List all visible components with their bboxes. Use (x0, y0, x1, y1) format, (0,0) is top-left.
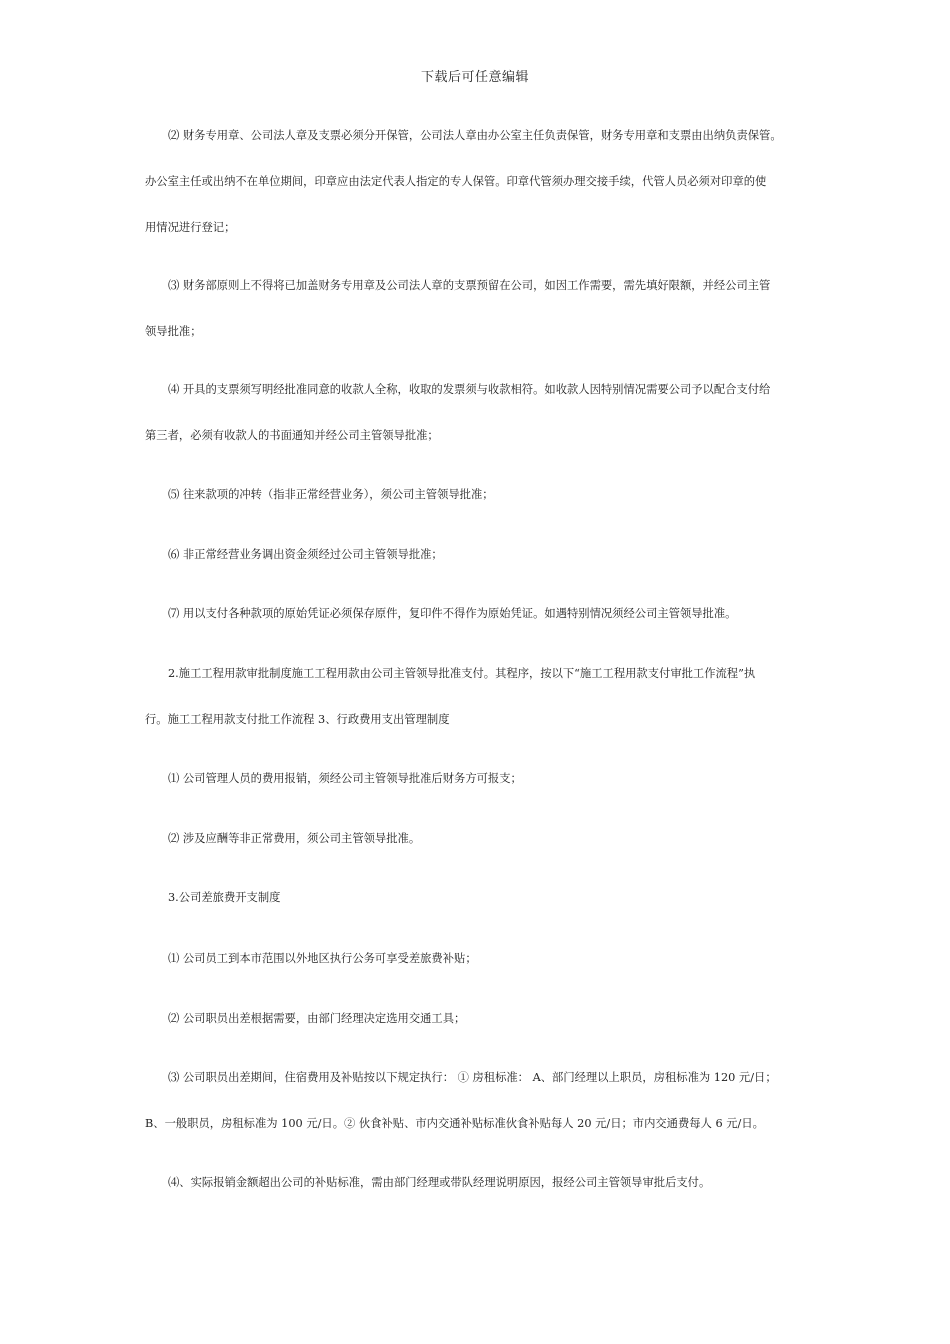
paragraph-line: 领导批准； (145, 325, 202, 338)
paragraph-line: 2.施工工程用款审批制度施工工程用款由公司主管领导批准支付。其程序，按以下“施工工程用款支付审批工作流程”执 (168, 667, 756, 680)
paragraph-line: 办公室主任或出纳不在单位期间，印章应由法定代表人指定的专人保管。印章代管须办理交接手续，代管人员必须对印章的使 (145, 175, 767, 188)
paragraph-line: ⑷、实际报销金额超出公司的补贴标准，需由部门经理或带队经理说明原因，报经公司主管领导审批后支付。 (168, 1176, 711, 1189)
paragraph-line: ⑴ 公司管理人员的费用报销，须经公司主管领导批准后财务方可报支； (168, 772, 522, 785)
paragraph-line: ⑹ 非正常经营业务调出资金须经过公司主管领导批准； (168, 548, 443, 561)
paragraph-line: ⑶ 财务部原则上不得将已加盖财务专用章及公司法人章的支票预留在公司，如因工作需要，需先填好限额，并经公司主管 (168, 279, 771, 292)
paragraph-line: ⑺ 用以支付各种款项的原始凭证必须保存原件，复印件不得作为原始凭证。如遇特别情况须经公司主管领导批准。 (168, 607, 737, 620)
paragraph-line: 用情况进行登记； (145, 221, 236, 234)
paragraph-line: ⑸ 往来款项的冲转（指非正常经营业务），须公司主管领导批准； (168, 488, 494, 501)
paragraph-line: 行。施工工程用款支付批工作流程 3、行政费用支出管理制度 (145, 713, 450, 726)
paragraph-line: ⑷ 开具的支票须写明经批准同意的收款人全称，收取的发票须与收款相符。如收款人因特别情况需要公司予以配合支付给 (168, 383, 771, 396)
paragraph-line: ⑶ 公司职员出差期间，住宿费用及补贴按以下规定执行： ① 房租标准： A、部门经理以上职员，房租标准为 120 元/日； (168, 1071, 777, 1084)
paragraph-line: ⑴ 公司员工到本市范围以外地区执行公务可享受差旅费补贴； (168, 952, 477, 965)
paragraph-line: 第三者，必须有收款人的书面通知并经公司主管领导批准； (145, 429, 439, 442)
page-header: 下载后可任意编辑 (420, 70, 529, 85)
paragraph-line: ⑵ 涉及应酬等非正常费用，须公司主管领导批准。 (168, 832, 421, 845)
section-heading: 3.公司差旅费开支制度 (168, 891, 281, 904)
paragraph-line: ⑵ 财务专用章、公司法人章及支票必须分开保管，公司法人章由办公室主任负责保管，财务专用章和支票由出纳负责保管。 (168, 129, 782, 142)
paragraph-line: ⑵ 公司职员出差根据需要，由部门经理决定选用交通工具； (168, 1012, 466, 1025)
paragraph-line: B、一般职员，房租标准为 100 元/日。② 伙食补贴、市内交通补贴标准伙食补贴每人 20 元/日；市内交通费每人 6 元/日。 (145, 1117, 764, 1130)
